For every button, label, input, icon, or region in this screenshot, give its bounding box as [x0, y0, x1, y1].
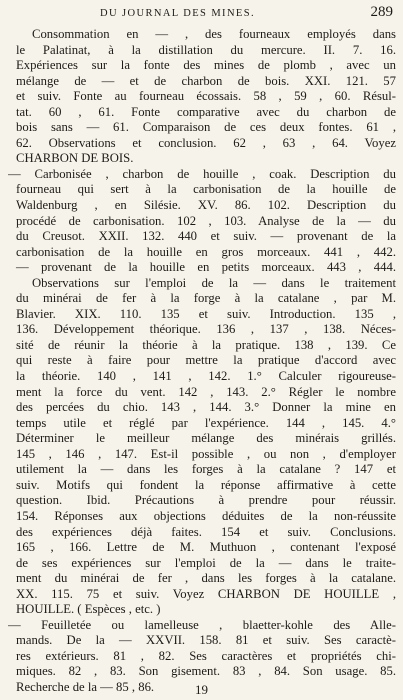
text-line: 154. Réponses aux objections déduites de la non-réussite: [16, 508, 396, 523]
text-line: mélange de — et de charbon de bois. XXI. 121. 57: [16, 73, 396, 88]
text-line: Déterminer le meilleur mélange des minérais grillés.: [16, 431, 396, 446]
text-line: bois sans — 61. Comparaison de ces deux fontes. 61 ,: [16, 120, 396, 135]
page-header: [52, 6, 393, 22]
text-line: 165 , 166. Lettre de M. Muthuon , contenant l'exposé: [16, 540, 396, 555]
text-line: des expériences déjà faites. 154 et suiv. Conclusions.: [16, 524, 396, 539]
text-line: du minérai de fer à la forge à la catalane , par M.: [16, 291, 396, 306]
text-line: 62. Observations et conclusion. 62 , 63 , 64. Voyez: [16, 135, 396, 150]
text-line: CHARBON DE BOIS.: [16, 151, 134, 166]
text-line: fourneau qui sert à la carbonisation de la houille de: [16, 182, 396, 197]
text-line: suiv. Motifs qui fondent la réponse affirmative à cette: [16, 477, 396, 492]
text-line: carbonisation de la houille en gros morceaux. 441 , 442.: [16, 244, 396, 259]
text-line: Recherche de la — 85 , 86.: [16, 679, 155, 694]
text-line: Consommation en — , des fourneaux employés dans: [32, 27, 396, 41]
text-line: — Carbonisée , charbon de houille , coak. Description du: [8, 166, 396, 181]
signature-mark: 19: [195, 682, 208, 697]
text-line: procédé de carbonisation. 102 , 103. Analyse de la — du: [16, 213, 396, 228]
text-line: mands. De la — XXVII. 158. 81 et suiv. Ses caractè-: [16, 633, 396, 648]
text-line: question. Ibid. Précautions à prendre pour réussir.: [16, 493, 396, 508]
text-line: Expériences sur la fonte des mines de plomb , avec un: [16, 58, 396, 73]
text-line: de ses expériences sur l'emploi de la — dans le traite-: [16, 555, 396, 570]
text-line: — provenant de la houille en petits morceaux. 443 , 444.: [16, 260, 396, 275]
text-line: XX. 115. 75 et suiv. Voyez CHARBON DE HOUILLE ,: [16, 586, 396, 601]
text-line: ment la force du vent. 142 , 143. 2.° Régler le nombre: [16, 384, 396, 399]
text-line: temps utile et réglé par l'expérience. 144 , 145. 4.°: [16, 415, 396, 430]
text-line: le Palatinat, à la distillation du mercure. II. 7. 16.: [16, 42, 396, 57]
text-line: res extérieurs. 81 , 82. Ses caractères et propriétés chi-: [16, 648, 396, 663]
text-line: 136. Développement théorique. 136 , 137 , 138. Néces-: [16, 322, 396, 337]
text-line: sité de réunir la théorie à la pratique. 138 , 139. Ce: [16, 337, 396, 352]
text-line: HOUILLE. ( Espèces , etc. ): [16, 602, 161, 617]
text-line: — Feuilletée ou lamelleuse , blaetter-kohle des Alle-: [8, 617, 396, 632]
text-line: 145 , 146 , 147. Est-il possible , ou non , d'employer: [16, 446, 396, 461]
text-line: miques. 82 , 83. Son gisement. 83 , 84. Son usage. 85.: [16, 664, 396, 679]
text-line: ment du minérai de fer , dans les forges à la catalane.: [16, 571, 396, 586]
text-line: et suiv. Fonte au fourneau écossais. 58 , 59 , 60. Résul-: [16, 89, 396, 104]
text-line: la théorie. 140 , 141 , 142. 1.° Calculer rigoureuse-: [16, 369, 396, 384]
text-line: Observations sur l'emploi de la — dans le traitement: [32, 275, 396, 290]
text-line: Waldenburg , en Silésie. XV. 86. 102. Description du: [16, 198, 396, 213]
index-text-block: [8, 27, 396, 696]
text-line: du Creusot. XXII. 132. 440 et suiv. — provenant de la: [16, 229, 396, 244]
text-line: des percées du chio. 143 , 144. 3.° Donner la mine en: [16, 400, 396, 415]
page-number: 289: [370, 4, 393, 20]
running-head: DU JOURNAL DES MINES.: [100, 8, 256, 19]
text-line: utilement la — dans les forges à la catalane ? 147 et: [16, 462, 396, 477]
text-line: tat. 60 , 61. Fonte comparative avec du charbon de: [16, 104, 396, 119]
text-line: Blavier. XIX. 110. 135 et suiv. Introduction. 135 ,: [16, 306, 396, 321]
text-line: qui reste à faire pour mettre la pratique d'accord avec: [16, 353, 396, 368]
